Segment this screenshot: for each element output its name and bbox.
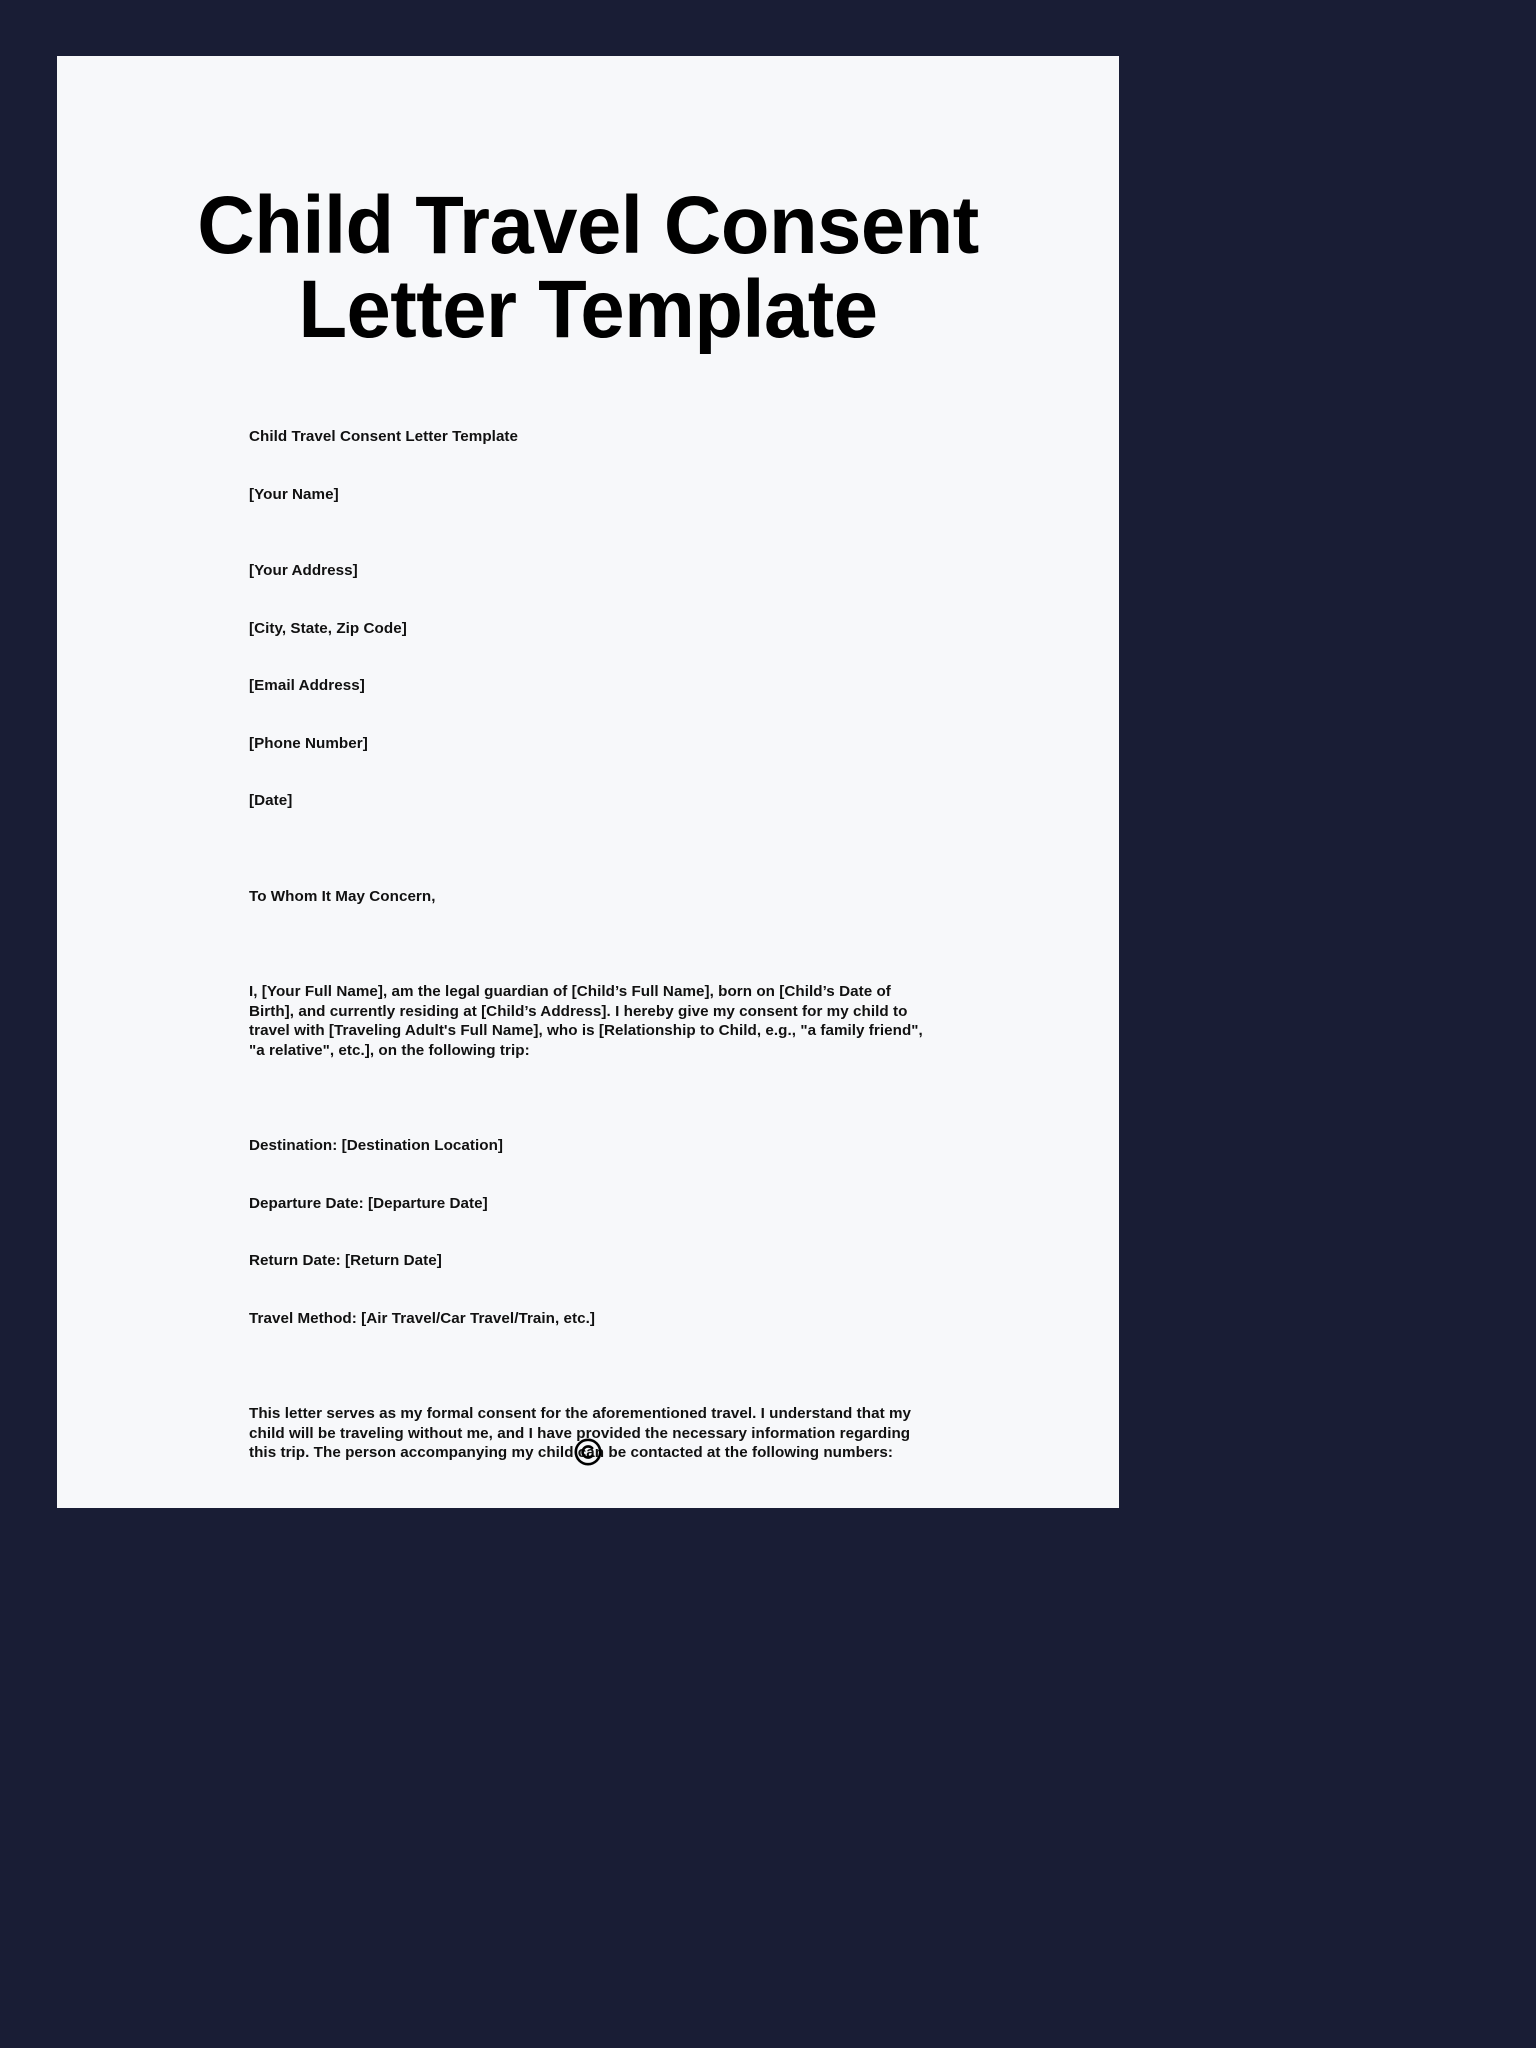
footer <box>57 1438 1119 1466</box>
spacer <box>249 1213 929 1251</box>
spacer <box>249 753 929 791</box>
closing-paragraph: This letter serves as my formal consent for the aforementioned travel. I understand that my child will be traveling without me, and I have provided the necessary information regarding this trip. The person accompanying my child can be contacted at the following numbers: <box>249 1405 912 1462</box>
spacer <box>249 906 929 982</box>
spacer <box>249 811 929 887</box>
letter-body <box>57 351 1119 1463</box>
spacer <box>249 447 929 485</box>
letter-heading: Child Travel Consent Letter Template <box>249 428 519 446</box>
trip-departure-date: Departure Date: [Departure Date] <box>249 1194 488 1212</box>
document-page <box>57 56 1119 1508</box>
sender-phone: [Phone Number] <box>249 734 368 752</box>
trip-destination: Destination: [Destination Location] <box>249 1137 504 1155</box>
sender-email: [Email Address] <box>249 677 365 695</box>
spacer <box>249 1271 929 1309</box>
sender-address: [Your Address] <box>249 562 358 580</box>
letter-date: [Date] <box>249 792 293 810</box>
copyright-icon <box>574 1438 602 1466</box>
salutation: To Whom It May Concern, <box>249 887 436 905</box>
spacer <box>249 1060 929 1136</box>
trip-return-date: Return Date: [Return Date] <box>249 1252 442 1270</box>
sender-city-state-zip: [City, State, Zip Code] <box>249 619 407 637</box>
page-title: Child Travel Consent Letter Template <box>197 180 979 355</box>
spacer <box>249 696 929 734</box>
sender-name: [Your Name] <box>249 485 339 503</box>
spacer <box>249 581 929 619</box>
consent-paragraph: I, [Your Full Name], am the legal guardian of [Child’s Full Name], born on [Child’s Date of Birth], and currently residing at [Child’s Address]. I hereby give my consent for my child to travel with [Traveling Adult's Full Name], who is [Relationship to Child, e.g., "a family friend", "a relative", etc.], on the following trip: <box>249 983 923 1059</box>
spacer <box>249 1156 929 1194</box>
spacer <box>249 1328 929 1404</box>
spacer <box>249 638 929 676</box>
spacer <box>249 504 929 561</box>
trip-travel-method: Travel Method: [Air Travel/Car Travel/Train, etc.] <box>249 1309 596 1327</box>
